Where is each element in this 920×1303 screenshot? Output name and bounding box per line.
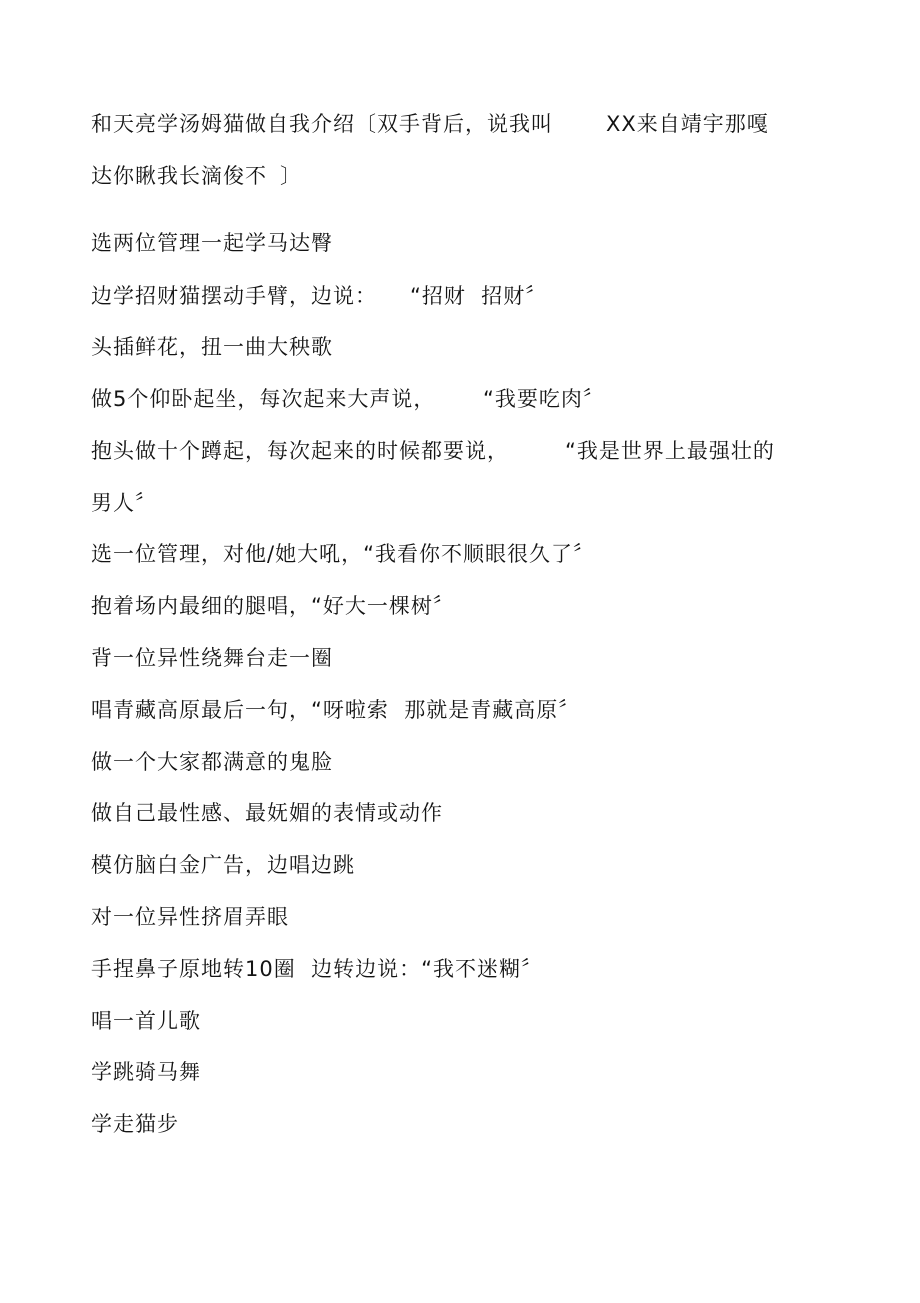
document-line xyxy=(0,850,920,880)
line-text: “招财 招财〞 xyxy=(410,284,548,308)
line-text: “我要吃肉〞 xyxy=(483,387,605,411)
line-text: 做一个大家都满意的鬼脸 xyxy=(91,750,333,774)
document-line xyxy=(0,643,920,673)
document-line xyxy=(0,161,920,191)
document-line xyxy=(0,1006,920,1036)
line-text: 唱青藏高原最后一句，“呀啦索 那就是青藏高原〞 xyxy=(91,698,581,722)
line-text: XX来自靖宇那嘎 xyxy=(606,112,769,136)
line-text: 达你瞅我长滴俊不 xyxy=(91,164,267,188)
line-text: 手捏鼻子原地转10圈 边转边说：“我不迷糊〞 xyxy=(91,957,543,981)
line-text: 对一位异性挤眉弄眼 xyxy=(91,905,289,929)
line-text: 选两位管理一起学马达臀 xyxy=(91,231,333,255)
document-line xyxy=(0,747,920,777)
document-line xyxy=(0,332,920,362)
line-text: 〕 xyxy=(280,164,302,188)
document-line xyxy=(0,228,920,258)
document-line xyxy=(0,798,920,828)
document-line xyxy=(0,954,920,984)
document-line xyxy=(0,539,920,569)
line-text: 和天亮学汤姆猫做自我介绍〔双手背后，说我叫 xyxy=(91,112,553,136)
line-text: 做5个仰卧起坐，每次起来大声说， xyxy=(91,387,436,411)
line-text: “我是世界上最强壮的 xyxy=(565,439,775,463)
line-text: 唱一首儿歌 xyxy=(91,1009,201,1033)
line-text: 做自己最性感、最妩媚的表情或动作 xyxy=(91,801,443,825)
line-text: 抱着场内最细的腿唱，“好大一棵树〞 xyxy=(91,594,455,618)
document-line xyxy=(0,384,920,414)
line-text: 边学招财猫摆动手臂，边说： xyxy=(91,284,377,308)
document-line xyxy=(0,591,920,621)
line-text: 背一位异性绕舞台走一圈 xyxy=(91,646,333,670)
document-line xyxy=(0,1109,920,1139)
line-text: 头插鲜花，扭一曲大秧歌 xyxy=(91,335,333,359)
document-line xyxy=(0,1057,920,1087)
line-text: 选一位管理，对他/她大吼，“我看你不顺眼很久了〞 xyxy=(91,542,595,566)
line-text: 模仿脑白金广告，边唱边跳 xyxy=(91,853,355,877)
document-line xyxy=(0,902,920,932)
document-line xyxy=(0,488,920,518)
document-line xyxy=(0,436,920,466)
line-text: 学跳骑马舞 xyxy=(91,1060,201,1084)
document-line xyxy=(0,109,920,139)
line-text: 抱头做十个蹲起，每次起来的时候都要说， xyxy=(91,439,509,463)
line-text: 男人〞 xyxy=(91,491,157,515)
line-text: 学走猫步 xyxy=(91,1112,179,1136)
document-line xyxy=(0,281,920,311)
document-line xyxy=(0,695,920,725)
